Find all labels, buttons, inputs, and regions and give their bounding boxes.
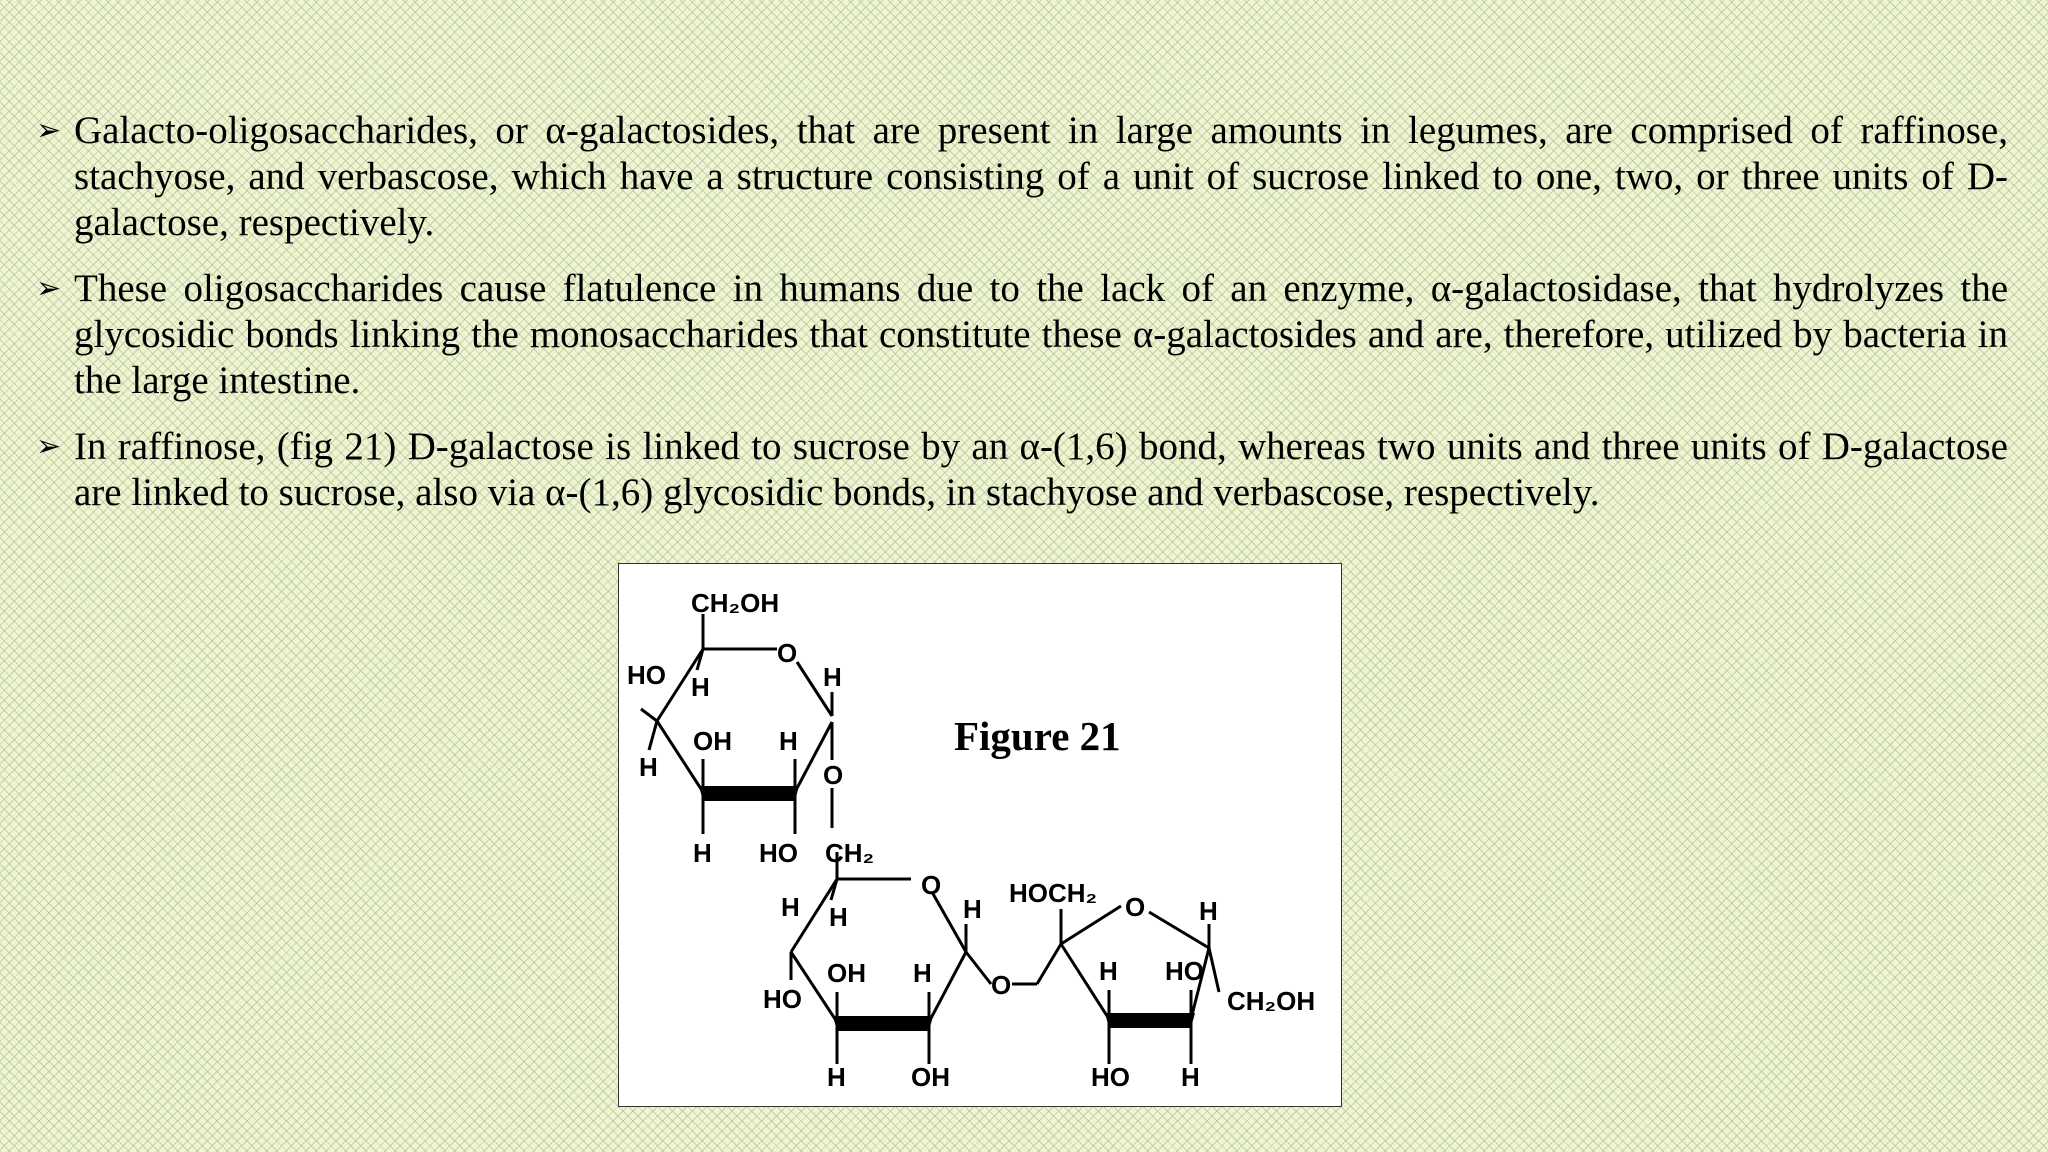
label-h-2d: H — [913, 958, 932, 988]
raffinose-figure — [618, 563, 1342, 1107]
fructose-ring-bold-edge — [1105, 1013, 1195, 1028]
bullet-item — [36, 266, 2008, 404]
arrow-bullet-icon: ➢ — [36, 113, 62, 148]
bullet-text: In raffinose, (fig 21) D-galactose is linked to sucrose by an α-(1,6) bond, whereas two units and three units of D-galactose are linked to sucrose, also via α-(1,6) glycosidic bonds, in stachyose and verbascose, respectively. — [74, 425, 2008, 514]
label-oh-1: OH — [693, 726, 732, 756]
label-h-1c: H — [779, 726, 798, 756]
bullet-list — [36, 108, 2008, 536]
label-oh-2b: OH — [911, 1062, 950, 1092]
label-h-1a: H — [691, 672, 710, 702]
label-h-2c: H — [963, 894, 982, 924]
label-oh-2: OH — [827, 958, 866, 988]
bullet-text: These oligosaccharides cause flatulence in humans due to the lack of an enzyme, α-galactosidase, that hydrolyzes the glycosidic bonds linking the monosaccharides that constitute these α-galactosides and are, therefore, utilized by bacteria in the large intestine. — [74, 267, 2008, 402]
label-o-link2: O — [991, 970, 1012, 1000]
label-ho-3b: HO — [1091, 1062, 1130, 1092]
arrow-bullet-icon: ➢ — [36, 271, 62, 306]
label-h-3c: H — [1181, 1062, 1200, 1092]
label-o-link1: O — [823, 760, 844, 790]
label-o-ring3: O — [1125, 892, 1146, 922]
bullet-item — [36, 108, 2008, 246]
label-h-2b: H — [829, 902, 848, 932]
label-ch2oh-top: CH₂OH — [691, 588, 780, 618]
label-ch2-link: CH₂ — [825, 838, 875, 868]
label-ho-1: HO — [627, 660, 666, 690]
label-ch2oh-3: CH₂OH — [1227, 986, 1316, 1016]
label-h-2e: H — [827, 1062, 846, 1092]
glucose-ring-bold-edge — [833, 1016, 933, 1031]
label-ho-2: HO — [763, 984, 802, 1014]
label-h-1d: H — [639, 752, 658, 782]
figure-caption: Figure 21 — [954, 713, 1121, 759]
galactose-ring-bold-edge — [699, 786, 799, 801]
bullet-text: Galacto-oligosaccharides, or α-galactosides, that are present in large amounts in legumes, are comprised of raffinose, stachyose, and verbascose, which have a structure consisting of a unit of sucrose linked to one, two, or three units of D-galactose, respectively. — [74, 109, 2008, 244]
label-h-3a: H — [1199, 896, 1218, 926]
label-h-2a: H — [781, 892, 800, 922]
bullet-item — [36, 424, 2008, 516]
raffinose-structure-diagram — [619, 564, 1343, 1108]
arrow-bullet-icon: ➢ — [36, 429, 62, 464]
label-h-1b: H — [823, 662, 842, 692]
label-o-ring1: O — [777, 638, 798, 668]
label-ho-3: HO — [1165, 956, 1204, 986]
label-h-1e: H — [693, 838, 712, 868]
label-hoch2: HOCH₂ — [1009, 878, 1098, 908]
label-o-ring2: O — [921, 870, 942, 900]
label-h-3b: H — [1099, 956, 1118, 986]
label-ho-1b: HO — [759, 838, 798, 868]
